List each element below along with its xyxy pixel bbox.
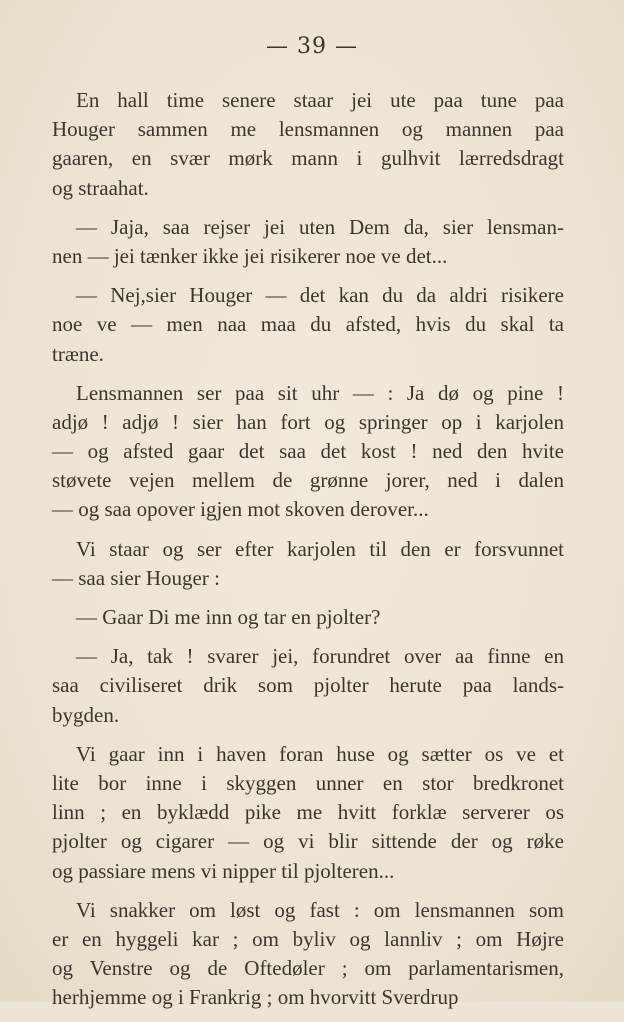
text-line: støvete vejen mellem de grønne jorer, ned i dalen xyxy=(52,468,564,493)
text-line: — Nej,sier Houger — det kan du da aldri risikere xyxy=(76,283,564,308)
text-line: og passiare mens vi nipper til pjolteren... xyxy=(52,858,395,883)
text-line: — saa sier Houger : xyxy=(52,565,220,590)
paragraph xyxy=(52,213,564,271)
text-line: Lensmannen ser paa sit uhr — : Ja dø og pine ! xyxy=(76,380,564,405)
text-line: adjø ! adjø ! sier han fort og springer op i karjolen xyxy=(52,409,564,434)
text-line: — og afsted gaar det saa det kost ! ned den hvite xyxy=(52,439,564,464)
text-line: nen — jei tænker ikke jei risikerer noe ve det... xyxy=(52,243,448,268)
paragraph xyxy=(52,740,564,886)
text-line: — Ja, tak ! svarer jei, forundret over aa finne en xyxy=(76,644,564,669)
paragraph xyxy=(52,603,564,632)
text-line: Vi gaar inn i haven foran huse og sætter os ve et xyxy=(76,741,564,766)
paragraph xyxy=(52,535,564,593)
text-line: Houger sammen me lensmannen og mannen paa xyxy=(52,117,564,142)
text-line: saa civiliseret drik som pjolter herute paa lands- xyxy=(52,673,564,698)
text-line: gaaren, en svær mørk mann i gulhvit lærredsdragt xyxy=(52,146,564,171)
paragraph xyxy=(52,379,564,525)
text-line: — Jaja, saa rejser jei uten Dem da, sier lensman- xyxy=(76,214,564,239)
text-line: og Venstre og de Oftedøler ; om parlamentarismen, xyxy=(52,956,564,981)
text-line: noe ve — men naa maa du afsted, hvis du skal ta xyxy=(52,312,564,337)
text-line: pjolter og cigarer — og vi blir sittende der og røke xyxy=(52,829,564,854)
text-line: træne. xyxy=(52,341,104,366)
text-line: — Gaar Di me inn og tar en pjolter? xyxy=(76,605,381,629)
text-line: lite bor inne i skyggen unner en stor bredkronet xyxy=(52,770,564,795)
text-line: — og saa opover igjen mot skoven derover... xyxy=(52,497,429,522)
text-line: herhjemme og i Frankrig ; om hvorvitt Sverdrup xyxy=(52,985,459,1010)
paragraph xyxy=(52,642,564,730)
text-line: Vi staar og ser efter karjolen til den er forsvunnet xyxy=(76,536,564,561)
paragraph xyxy=(52,281,564,369)
text-line: En hall time senere staar jei ute paa tune paa xyxy=(76,88,564,112)
text-line: linn ; en byklædd pike me hvitt forklæ serverer os xyxy=(52,800,564,825)
page-number: — 39 — xyxy=(266,34,358,59)
body-text xyxy=(52,86,564,1022)
paragraph xyxy=(52,86,564,203)
text-line: Vi snakker om løst og fast : om lensmannen som xyxy=(76,897,564,922)
paragraph xyxy=(52,896,564,1013)
text-line: er en hyggeli kar ; om byliv og lannliv ; om Højre xyxy=(52,926,564,951)
text-line: og straahat. xyxy=(52,175,149,200)
text-line: bygden. xyxy=(52,702,120,727)
